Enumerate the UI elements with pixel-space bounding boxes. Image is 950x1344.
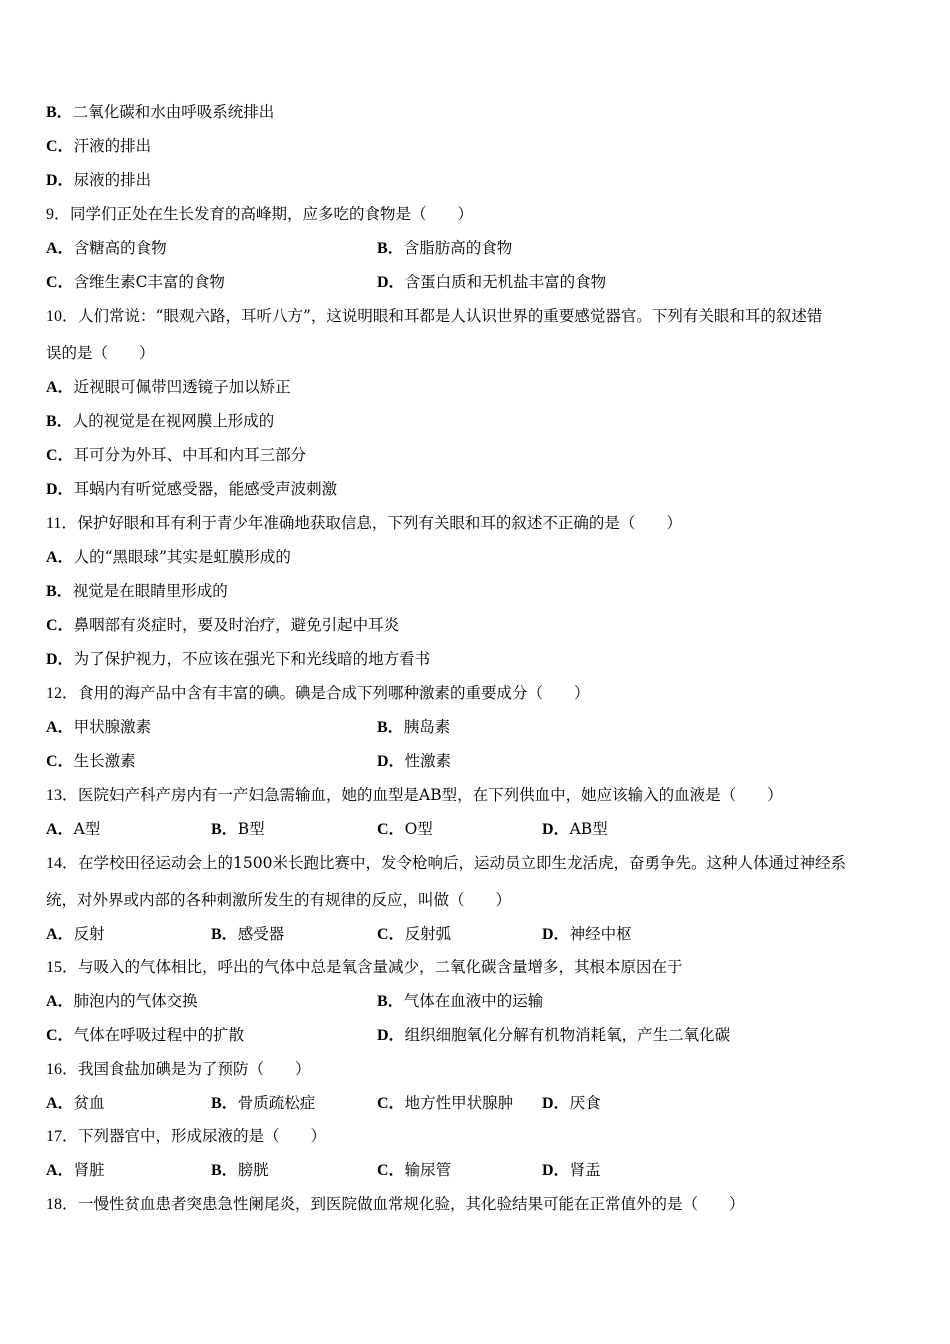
- q18-stem: 18．一慢性贫血患者突患急性阑尾炎，到医院做血常规化验，其化验结果可能在正常值外的是（ ）: [46, 1195, 745, 1213]
- q17-option-a: A．肾脏: [46, 1161, 105, 1179]
- q11-option-a: A．人的“黑眼球”其实是虹膜形成的: [46, 548, 291, 566]
- q14-option-b: B．感受器: [211, 925, 285, 943]
- q9-option-c: C．含维生素C丰富的食物: [46, 273, 225, 291]
- q11-option-c: C．鼻咽部有炎症时，要及时治疗，避免引起中耳炎: [46, 616, 400, 634]
- q16-option-b: B．骨质疏松症: [211, 1094, 316, 1112]
- q12-option-a: A．甲状腺激素: [46, 718, 152, 736]
- q16-option-d: D．厌食: [542, 1094, 601, 1112]
- q8-option-c: C．汗液的排出: [46, 137, 152, 155]
- q8-option-d: D．尿液的排出: [46, 171, 152, 189]
- q12-stem: 12．食用的海产品中含有丰富的碘。碘是合成下列哪种激素的重要成分（ ）: [46, 684, 590, 702]
- q15-option-c: C．气体在呼吸过程中的扩散: [46, 1026, 245, 1044]
- q10-option-d: D．耳蜗内有听觉感受器，能感受声波刺激: [46, 480, 338, 498]
- q15-option-d: D．组织细胞氧化分解有机物消耗氧，产生二氧化碳: [377, 1026, 731, 1044]
- q16-stem: 16．我国食盐加碘是为了预防（ ）: [46, 1060, 311, 1078]
- q14-option-d: D．神经中枢: [542, 925, 632, 943]
- q15-option-b: B．气体在血液中的运输: [377, 992, 544, 1010]
- q11-stem: 11．保护好眼和耳有利于青少年准确地获取信息，下列有关眼和耳的叙述不正确的是（ ）: [46, 514, 682, 532]
- q14-stem-continued: 统，对外界或内部的各种刺激所发生的有规律的反应，叫做（ ）: [46, 891, 512, 909]
- q9-option-d: D．含蛋白质和无机盐丰富的食物: [377, 273, 607, 291]
- q16-option-c: C．地方性甲状腺肿: [377, 1094, 514, 1112]
- q10-option-c: C．耳可分为外耳、中耳和内耳三部分: [46, 446, 307, 464]
- q11-option-b: B．视觉是在眼睛里形成的: [46, 582, 228, 600]
- q13-stem: 13．医院妇产科产房内有一产妇急需输血，她的血型是AB型，在下列供血中，她应该输入的血液是（ ）: [46, 786, 783, 804]
- q12-option-c: C．生长激素: [46, 752, 136, 770]
- q10-option-a: A．近视眼可佩带凹透镜子加以矫正: [46, 378, 291, 396]
- q15-stem: 15．与吸入的气体相比，呼出的气体中总是氧含量减少，二氧化碳含量增多，其根本原因在于: [46, 958, 683, 976]
- q13-option-a: A．A型: [46, 820, 101, 838]
- q13-option-d: D．AB型: [542, 820, 608, 838]
- q17-stem: 17．下列器官中，形成尿液的是（ ）: [46, 1127, 327, 1145]
- q9-stem: 9．同学们正处在生长发育的高峰期，应多吃的食物是（ ）: [46, 205, 474, 223]
- q10-option-b: B．人的视觉是在视网膜上形成的: [46, 412, 275, 430]
- q14-option-c: C．反射弧: [377, 925, 452, 943]
- q8-option-b: B．二氧化碳和水由呼吸系统排出: [46, 103, 275, 121]
- q12-option-b: B．胰岛素: [377, 718, 451, 736]
- q10-stem-continued: 误的是（ ）: [46, 344, 155, 362]
- q14-stem: 14．在学校田径运动会上的1500米长跑比赛中，发令枪响后，运动员立即生龙活虎，奋勇争先。这种人体通过神经系: [46, 854, 846, 872]
- q13-option-b: B．B型: [211, 820, 265, 838]
- q17-option-c: C．输尿管: [377, 1161, 452, 1179]
- q10-stem: 10．人们常说：“眼观六路，耳听八方”，这说明眼和耳都是人认识世界的重要感觉器官。下列有关眼和耳的叙述错: [46, 307, 823, 325]
- q9-option-b: B．含脂肪高的食物: [377, 239, 513, 257]
- q9-option-a: A．含糖高的食物: [46, 239, 167, 257]
- q17-option-d: D．肾盂: [542, 1161, 601, 1179]
- q13-option-c: C．O型: [377, 820, 433, 838]
- q14-option-a: A．反射: [46, 925, 105, 943]
- q12-option-d: D．性激素: [377, 752, 452, 770]
- q15-option-a: A．肺泡内的气体交换: [46, 992, 198, 1010]
- q11-option-d: D．为了保护视力，不应该在强光下和光线暗的地方看书: [46, 650, 431, 668]
- q16-option-a: A．贫血: [46, 1094, 105, 1112]
- q17-option-b: B．膀胱: [211, 1161, 269, 1179]
